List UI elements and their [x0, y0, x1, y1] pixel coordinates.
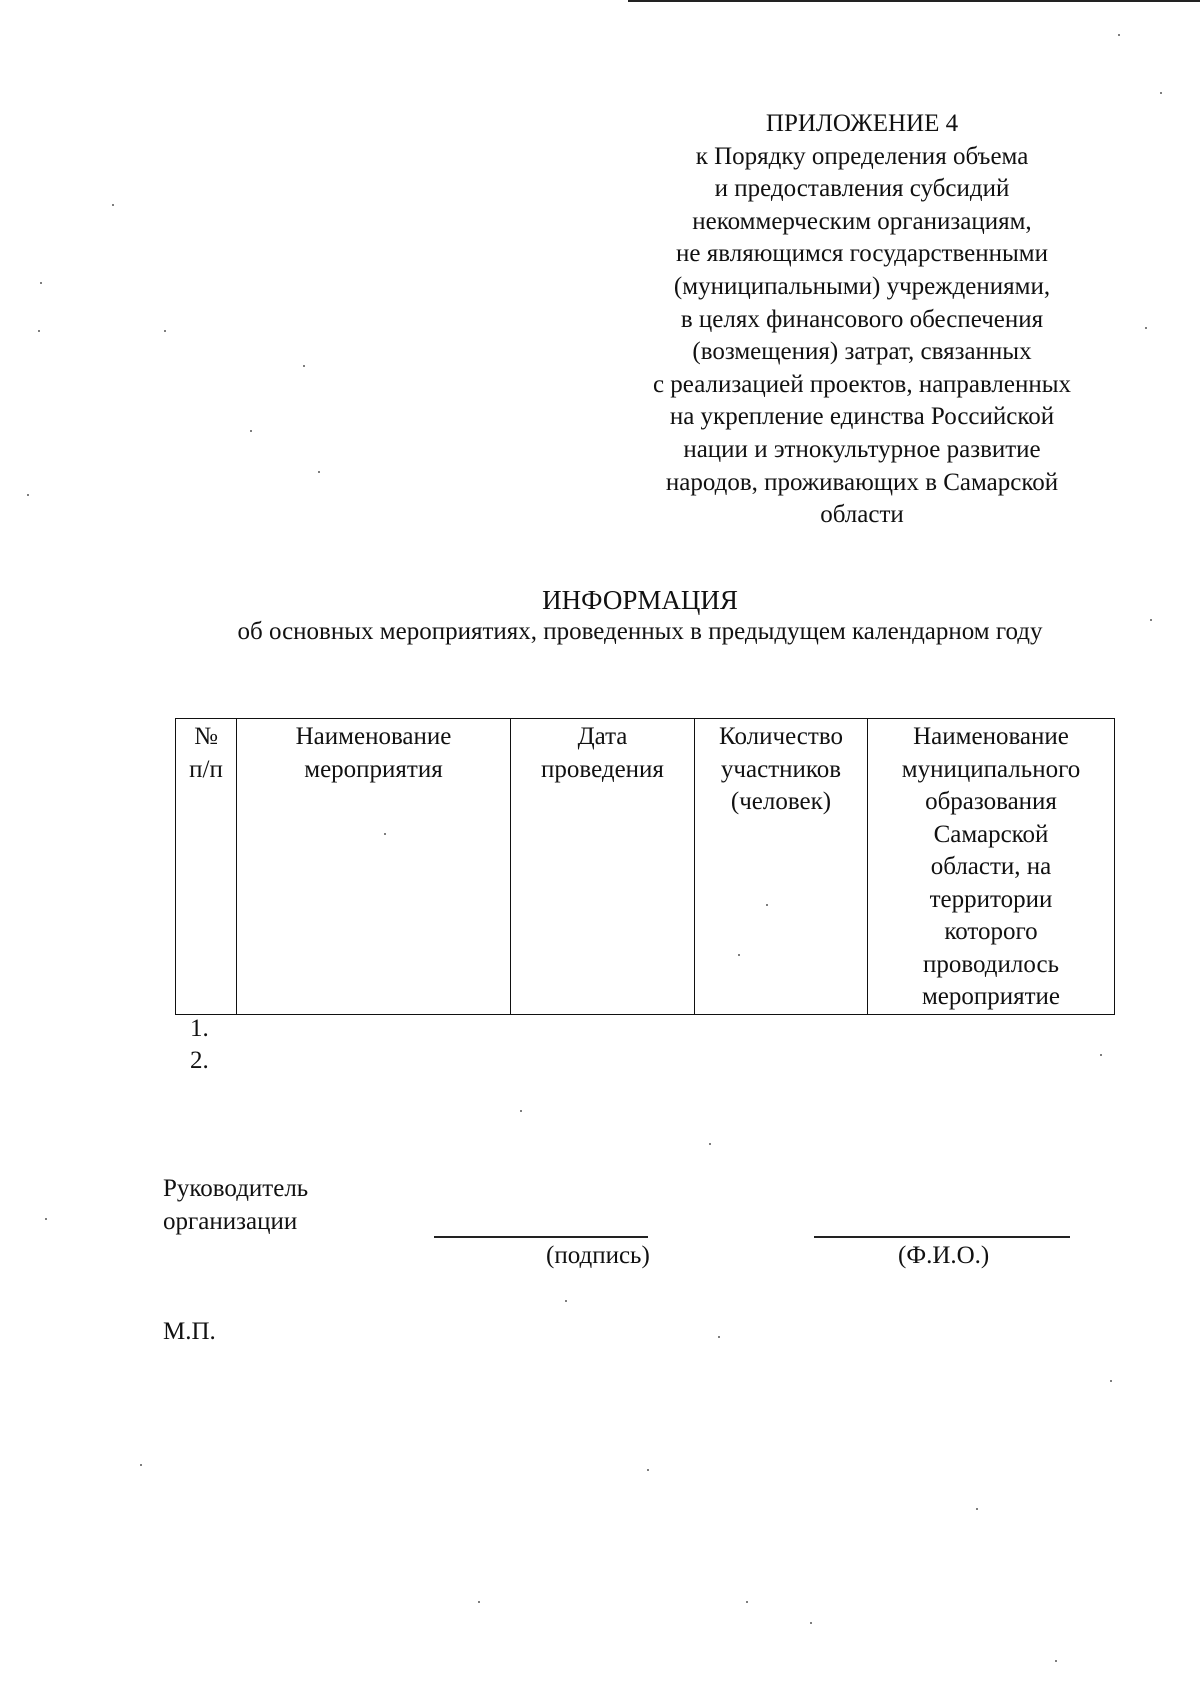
appendix-line: на укрепление единства Российской — [669, 403, 1055, 431]
document-title-block — [160, 584, 1120, 648]
scan-speck — [164, 330, 166, 332]
scan-speck — [718, 1336, 720, 1338]
appendix-header — [612, 108, 1112, 532]
header-text: п/п — [189, 755, 223, 783]
column-header-municipality — [868, 719, 1115, 1015]
column-header-event-name — [237, 719, 511, 1015]
appendix-line: не являющимся государственными — [676, 240, 1048, 268]
appendix-line: в целях финансового обеспечения — [680, 305, 1044, 333]
header-text: участников — [720, 755, 842, 783]
scan-speck — [1110, 1380, 1112, 1382]
row-number: 2. — [190, 1047, 209, 1074]
signature-role — [163, 1172, 308, 1238]
header-text: территории — [929, 885, 1053, 913]
header-text: Дата — [577, 723, 628, 750]
scan-speck — [1145, 327, 1147, 329]
scan-speck — [976, 1508, 978, 1510]
header-text: области, на — [930, 853, 1052, 880]
header-text: проведения — [541, 755, 664, 783]
header-text: муниципального — [901, 755, 1081, 783]
appendix-line: народов, проживающих в Самарской — [665, 468, 1059, 496]
scan-speck — [1118, 34, 1120, 36]
scan-speck — [1160, 92, 1162, 94]
scan-speck — [1055, 1660, 1057, 1662]
appendix-line: некоммерческим организациям, — [692, 207, 1032, 235]
scan-speck — [318, 471, 320, 473]
scan-speck — [250, 430, 252, 432]
column-header-participants — [695, 719, 868, 1015]
document-subtitle: об основных мероприятиях, проведенных в предыдущем календарном году — [237, 618, 1043, 645]
events-table — [175, 718, 1115, 1015]
scan-speck — [27, 494, 29, 496]
scan-speck — [1150, 619, 1152, 621]
header-text: Наименование — [913, 723, 1069, 750]
scan-speck — [746, 1601, 748, 1603]
appendix-line: и предоставления субсидий — [714, 175, 1010, 203]
header-text: (человек) — [730, 788, 832, 815]
header-text: которого — [944, 918, 1038, 945]
fio-line — [814, 1236, 1070, 1238]
scan-speck — [565, 1300, 567, 1302]
role-line: Руководитель — [163, 1175, 309, 1202]
header-text: Самарской — [933, 820, 1049, 848]
scan-speck — [140, 1464, 142, 1466]
table-header-row — [176, 719, 1115, 1015]
scan-speck — [112, 204, 114, 206]
scan-speck — [1100, 1054, 1102, 1056]
scan-speck — [810, 1622, 812, 1624]
header-text: проводилось — [923, 950, 1059, 978]
appendix-line: с реализацией проектов, направленных — [652, 370, 1072, 398]
scan-speck — [520, 1110, 522, 1112]
scan-speck — [303, 365, 305, 367]
header-text: образования — [925, 788, 1057, 815]
scan-speck — [647, 1469, 649, 1471]
scan-speck — [738, 954, 740, 956]
scan-speck — [766, 904, 768, 906]
fio-caption: (Ф.И.О.) — [898, 1242, 990, 1269]
appendix-line: (возмещения) затрат, связанных — [692, 338, 1032, 366]
column-header-date — [511, 719, 695, 1015]
column-header-number — [176, 719, 237, 1015]
signature-line — [434, 1236, 648, 1238]
signature-caption: (подпись) — [546, 1242, 650, 1269]
row-number-list — [190, 1013, 209, 1077]
scan-speck — [40, 282, 42, 284]
stamp-place-label: М.П. — [163, 1318, 216, 1345]
appendix-line: области — [820, 501, 904, 529]
header-text: мероприятия — [304, 755, 443, 783]
document-title: ИНФОРМАЦИЯ — [542, 585, 738, 615]
appendix-line: к Порядку определения объема — [695, 142, 1029, 170]
scan-speck — [478, 1601, 480, 1603]
scan-speck — [38, 330, 40, 332]
appendix-line: (муниципальными) учреждениями, — [673, 272, 1051, 300]
header-text: мероприятие — [921, 983, 1061, 1010]
scan-speck — [384, 833, 386, 835]
scan-speck — [45, 1218, 47, 1220]
header-text: Наименование — [295, 723, 452, 750]
header-text: № — [194, 723, 218, 750]
header-text: Количество — [719, 723, 843, 750]
appendix-heading: ПРИЛОЖЕНИЕ 4 — [765, 110, 959, 137]
scan-speck — [709, 1143, 711, 1145]
top-edge-rule — [628, 0, 1200, 2]
appendix-line: нации и этнокультурное развитие — [683, 435, 1041, 463]
role-line: организации — [163, 1208, 298, 1235]
row-number: 1. — [190, 1015, 209, 1042]
